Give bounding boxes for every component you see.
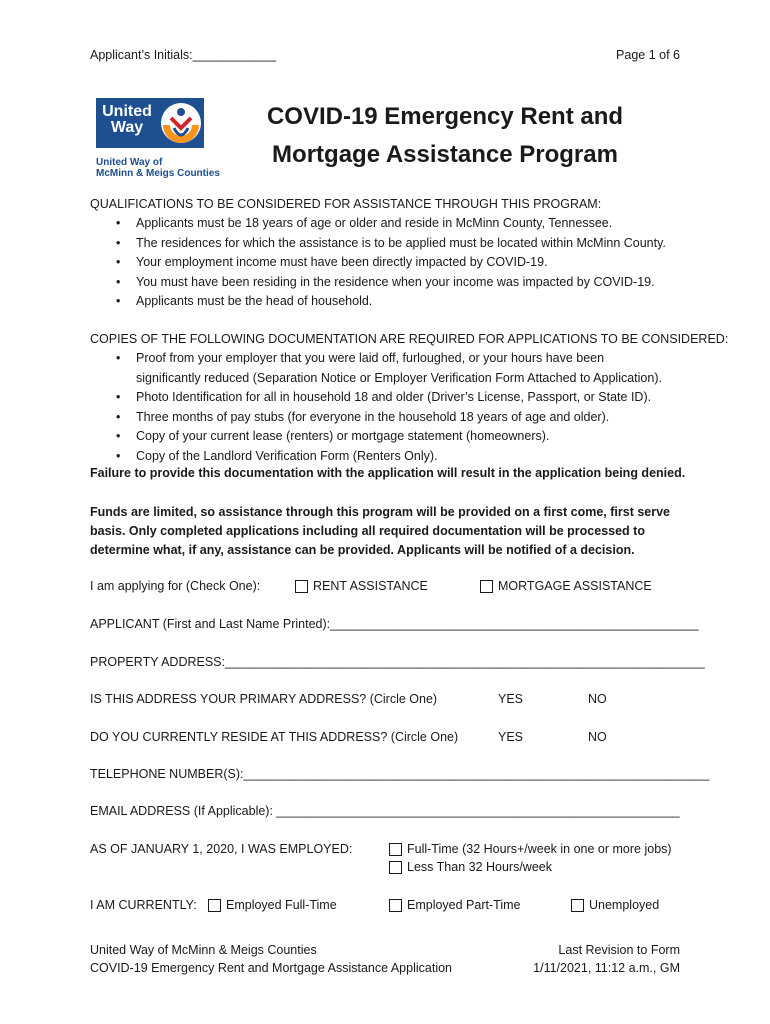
applying-label: I am applying for (Check One): <box>90 579 261 593</box>
less-than-32-checkbox[interactable] <box>389 861 402 874</box>
list-item: • Three months of pay stubs (for everyone in the household 18 years of age and older). <box>116 409 610 424</box>
property-address-field[interactable]: PROPERTY ADDRESS:_____________________________________________________________________ <box>90 655 705 669</box>
qualifications-heading: QUALIFICATIONS TO BE CONSIDERED FOR ASSISTANCE THROUGH THIS PROGRAM: <box>90 197 602 211</box>
telephone-field[interactable]: TELEPHONE NUMBER(S):___________________________________________________________________ <box>90 767 710 781</box>
primary-address-yes[interactable]: YES <box>498 692 524 706</box>
applicant-name-field[interactable]: APPLICANT (First and Last Name Printed):_____________________________________________________ <box>90 617 699 631</box>
footer-revision-label: Last Revision to Form <box>558 943 680 957</box>
page-title-line1: COVID-19 Emergency Rent and <box>266 103 624 130</box>
full-time-checkbox[interactable] <box>389 843 402 856</box>
list-item: • Applicants must be the head of household. <box>116 294 373 309</box>
united-way-logo <box>96 98 204 148</box>
list-item: • Photo Identification for all in household 18 and older (Driver’s License, Passport, or State ID). <box>116 390 652 405</box>
helping-hand-icon <box>158 98 204 148</box>
logo-caption-line1: United Way of <box>96 157 163 168</box>
documentation-warning: Failure to provide this documentation with the application will result in the application being denied. <box>90 466 686 480</box>
employed-part-time-label: Employed Part-Time <box>407 898 521 912</box>
list-item: • Your employment income must have been directly impacted by COVID-19. <box>116 255 548 270</box>
primary-address-question: IS THIS ADDRESS YOUR PRIMARY ADDRESS? (Circle One) <box>90 692 438 706</box>
page-title-line2: Mortgage Assistance Program <box>272 141 618 168</box>
employment-jan-label: AS OF JANUARY 1, 2020, I WAS EMPLOYED: <box>90 842 353 856</box>
funds-notice-line1: Funds are limited, so assistance through this program will be provided on a first come, first serve <box>90 505 670 519</box>
footer-doc-title: COVID-19 Emergency Rent and Mortgage Assistance Application <box>90 961 452 975</box>
list-item: • Copy of your current lease (renters) or mortgage statement (homeowners). <box>116 429 550 444</box>
funds-notice-line2: basis. Only completed applications including all required documentation will be processed to <box>90 524 645 538</box>
list-item: • You must have been residing in the residence when your income was impacted by COVID-19. <box>116 274 655 289</box>
rent-assistance-checkbox[interactable] <box>295 580 308 593</box>
logo-wordmark <box>96 98 158 148</box>
full-time-label: Full-Time (32 Hours+/week in one or more jobs) <box>407 842 672 856</box>
initials-label: Applicant’s Initials:____________ <box>90 48 277 62</box>
reside-yes[interactable]: YES <box>498 730 524 744</box>
mortgage-assistance-label: MORTGAGE ASSISTANCE <box>498 579 652 593</box>
reside-question: DO YOU CURRENTLY RESIDE AT THIS ADDRESS? (Circle One) <box>90 730 459 744</box>
footer-revision-date: 1/11/2021, 11:12 a.m., GM <box>533 961 680 975</box>
list-item: • Applicants must be 18 years of age or older and reside in McMinn County, Tennessee. <box>116 216 613 230</box>
list-item-continuation: significantly reduced (Separation Notice or Employer Verification Form Attached to Application). <box>136 370 662 385</box>
logo-line2: Way <box>110 119 144 136</box>
unemployed-checkbox[interactable] <box>571 899 584 912</box>
documentation-list <box>90 349 662 467</box>
list-item: • The residences for which the assistance is to be applied must be located within McMinn County. <box>116 235 666 250</box>
less-than-32-label: Less Than 32 Hours/week <box>407 860 552 874</box>
logo-caption <box>96 157 220 179</box>
mortgage-assistance-checkbox[interactable] <box>480 580 493 593</box>
list-item: • Copy of the Landlord Verification Form (Renters Only). <box>116 448 438 463</box>
footer-org: United Way of McMinn & Meigs Counties <box>90 943 317 957</box>
employed-part-time-checkbox[interactable] <box>389 899 402 912</box>
logo-caption-line2: McMinn & Meigs Counties <box>96 168 220 179</box>
primary-address-no[interactable]: NO <box>588 692 607 706</box>
list-item: • Proof from your employer that you were laid off, furloughed, or your hours have been <box>116 351 605 365</box>
employed-full-time-label: Employed Full-Time <box>226 898 337 912</box>
qualifications-list <box>90 214 666 312</box>
reside-no[interactable]: NO <box>588 730 607 744</box>
currently-label: I AM CURRENTLY: <box>90 898 197 912</box>
logo-line1: United <box>102 103 152 120</box>
unemployed-label: Unemployed <box>589 898 660 912</box>
page-number: Page 1 of 6 <box>616 48 680 62</box>
rent-assistance-label: RENT ASSISTANCE <box>313 579 428 593</box>
funds-notice-line3: determine what, if any, assistance can be provided. Applicants will be notified of a decision. <box>90 543 635 557</box>
employed-full-time-checkbox[interactable] <box>208 899 221 912</box>
documentation-heading: COPIES OF THE FOLLOWING DOCUMENTATION ARE REQUIRED FOR APPLICATIONS TO BE CONSIDERED: <box>90 332 729 346</box>
email-field[interactable]: EMAIL ADDRESS (If Applicable): __________________________________________________________ <box>90 804 680 818</box>
